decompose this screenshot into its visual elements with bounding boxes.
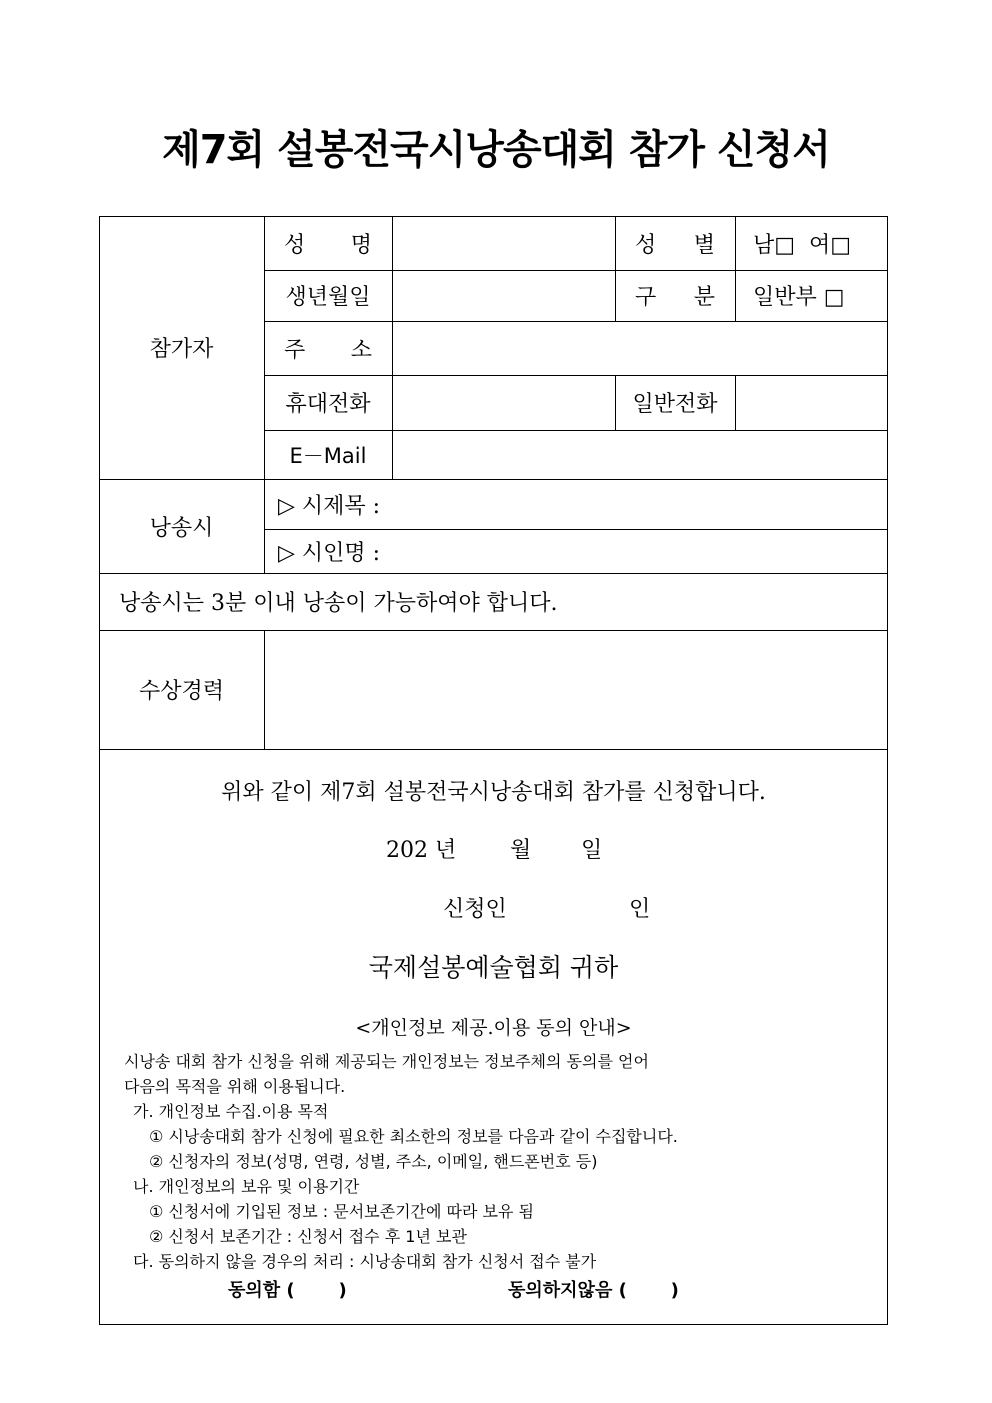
privacy-line: 나. 개인정보의 보유 및 이용기간 [133, 1177, 360, 1196]
category-checkbox[interactable]: 일반부 □ [753, 285, 845, 310]
poem-section-label: 낭송시 [149, 515, 214, 541]
privacy-line: 시낭송 대회 참가 신청을 위해 제공되는 개인정보는 정보주체의 동의를 얻어 [124, 1052, 649, 1071]
address-field[interactable] [393, 321, 888, 375]
date-year: 202 년 [386, 838, 457, 863]
date-day: 일 [581, 838, 603, 863]
landline-phone-label: 일반전화 [632, 392, 718, 417]
privacy-line: ① 신청서에 기입된 정보 : 문서보존기간에 따라 보유 됨 [149, 1202, 534, 1221]
gender-label: 성 별 [635, 232, 715, 258]
awards-field[interactable] [265, 630, 888, 749]
poet-name-field[interactable]: ▷ 시인명 : [278, 540, 381, 566]
applicant-label: 신청인 [443, 897, 507, 922]
row-divider [99, 749, 888, 750]
privacy-line: ② 신청서 보존기간 : 신청서 접수 후 1년 보관 [149, 1227, 467, 1246]
mobile-phone-field[interactable] [393, 375, 615, 430]
address-label: 주 소 [284, 337, 372, 363]
name-field[interactable] [393, 216, 615, 270]
seal-mark: 인 [629, 897, 651, 922]
disagree-checkbox[interactable]: 동의하지않음 ( ) [508, 1280, 679, 1301]
awards-label: 수상경력 [138, 679, 224, 704]
privacy-line: ① 시낭송대회 참가 신청에 필요한 최소한의 정보를 다음과 같이 수집합니다. [149, 1127, 678, 1146]
privacy-heading: <개인정보 제공.이용 동의 안내> [355, 1017, 632, 1039]
mobile-phone-label: 휴대전화 [285, 392, 371, 417]
email-label: E－Mail [289, 443, 367, 468]
application-statement: 위와 같이 제7회 설봉전국시낭송대회 참가를 신청합니다. [221, 780, 766, 805]
gender-checkboxes[interactable]: 남□ 여□ [753, 232, 852, 258]
privacy-line: 가. 개인정보 수집.이용 목적 [133, 1102, 329, 1121]
category-label: 구 분 [635, 285, 715, 310]
landline-phone-field[interactable] [736, 375, 888, 430]
column-divider [735, 216, 736, 321]
privacy-line: ② 신청자의 정보(성명, 연령, 성별, 주소, 이메일, 핸드폰번호 등) [149, 1152, 598, 1171]
document-title: 제7회 설봉전국시낭송대회 참가 신청서 [162, 127, 830, 173]
recitation-time-notice: 낭송시는 3분 이내 낭송이 가능하여야 합니다. [119, 591, 558, 616]
recipient: 국제설봉예술협회 귀하 [368, 953, 619, 982]
poem-title-field[interactable]: ▷ 시제목 : [278, 493, 381, 519]
email-field[interactable] [393, 430, 888, 479]
birth-date-field[interactable] [393, 270, 615, 321]
participant-section-label: 참가자 [149, 337, 214, 362]
agree-checkbox[interactable]: 동의함 ( ) [228, 1280, 347, 1301]
privacy-line: 다. 동의하지 않을 경우의 처리 : 시낭송대회 참가 신청서 접수 불가 [133, 1252, 597, 1271]
name-label: 성 명 [284, 232, 372, 258]
column-divider [615, 216, 616, 321]
privacy-line: 다음의 목적을 위해 이용됩니다. [124, 1077, 346, 1096]
birth-date-label: 생년월일 [285, 285, 371, 310]
date-month: 월 [510, 838, 532, 863]
